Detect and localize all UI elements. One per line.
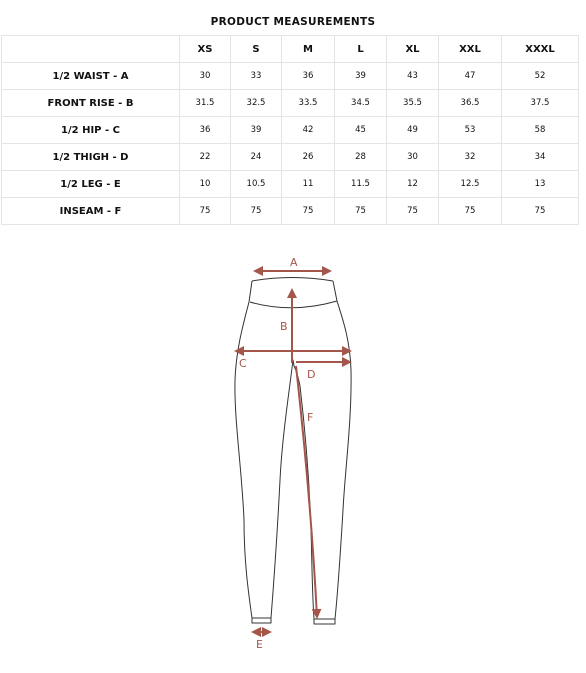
value-cell: 13	[502, 171, 579, 198]
value-cell: 75	[231, 198, 282, 225]
value-cell: 11.5	[335, 171, 387, 198]
value-cell: 33.5	[282, 90, 335, 117]
value-cell: 47	[439, 63, 502, 90]
size-header: M	[282, 36, 335, 63]
row-label: INSEAM - F	[2, 198, 180, 225]
value-cell: 36.5	[439, 90, 502, 117]
value-cell: 49	[387, 117, 439, 144]
value-cell: 75	[335, 198, 387, 225]
size-header: XXL	[439, 36, 502, 63]
value-cell: 43	[387, 63, 439, 90]
measurement-lines	[236, 271, 350, 632]
value-cell: 42	[282, 117, 335, 144]
label-e: E	[256, 638, 263, 651]
label-a: A	[290, 256, 298, 269]
size-header: XXXL	[502, 36, 579, 63]
label-b: B	[280, 320, 288, 333]
size-header: L	[335, 36, 387, 63]
value-cell: 31.5	[180, 90, 231, 117]
row-label: FRONT RISE - B	[2, 90, 180, 117]
value-cell: 10.5	[231, 171, 282, 198]
cuff-left	[252, 618, 271, 623]
value-cell: 12.5	[439, 171, 502, 198]
label-c: C	[239, 357, 247, 370]
value-cell: 32	[439, 144, 502, 171]
value-cell: 11	[282, 171, 335, 198]
size-header: XS	[180, 36, 231, 63]
inseam-measure-line	[296, 366, 317, 617]
value-cell: 39	[335, 63, 387, 90]
value-cell: 22	[180, 144, 231, 171]
value-cell: 39	[231, 117, 282, 144]
size-header: XL	[387, 36, 439, 63]
value-cell: 34.5	[335, 90, 387, 117]
value-cell: 58	[502, 117, 579, 144]
value-cell: 75	[282, 198, 335, 225]
value-cell: 75	[180, 198, 231, 225]
label-f: F	[307, 411, 314, 424]
value-cell: 30	[180, 63, 231, 90]
value-cell: 33	[231, 63, 282, 90]
leggings-outline	[235, 278, 351, 625]
cuff-right	[314, 619, 335, 624]
label-d: D	[307, 368, 316, 381]
value-cell: 30	[387, 144, 439, 171]
value-cell: 35.5	[387, 90, 439, 117]
row-label: 1/2 WAIST - A	[2, 63, 180, 90]
waistband-bottom	[250, 301, 337, 308]
page-title: PRODUCT MEASUREMENTS	[210, 16, 376, 28]
value-cell: 32.5	[231, 90, 282, 117]
value-cell: 24	[231, 144, 282, 171]
value-cell: 75	[387, 198, 439, 225]
value-cell: 26	[282, 144, 335, 171]
value-cell: 52	[502, 63, 579, 90]
value-cell: 36	[180, 117, 231, 144]
value-cell: 34	[502, 144, 579, 171]
value-cell: 75	[439, 198, 502, 225]
value-cell: 37.5	[502, 90, 579, 117]
value-cell: 28	[335, 144, 387, 171]
size-header: S	[231, 36, 282, 63]
value-cell: 36	[282, 63, 335, 90]
leg-right-outer	[294, 281, 351, 619]
value-cell: 45	[335, 117, 387, 144]
waistband-top	[252, 278, 333, 282]
row-label: 1/2 HIP - C	[2, 117, 180, 144]
value-cell: 53	[439, 117, 502, 144]
row-label: 1/2 THIGH - D	[2, 144, 180, 171]
value-cell: 12	[387, 171, 439, 198]
row-label: 1/2 LEG - E	[2, 171, 180, 198]
value-cell: 75	[502, 198, 579, 225]
value-cell: 10	[180, 171, 231, 198]
